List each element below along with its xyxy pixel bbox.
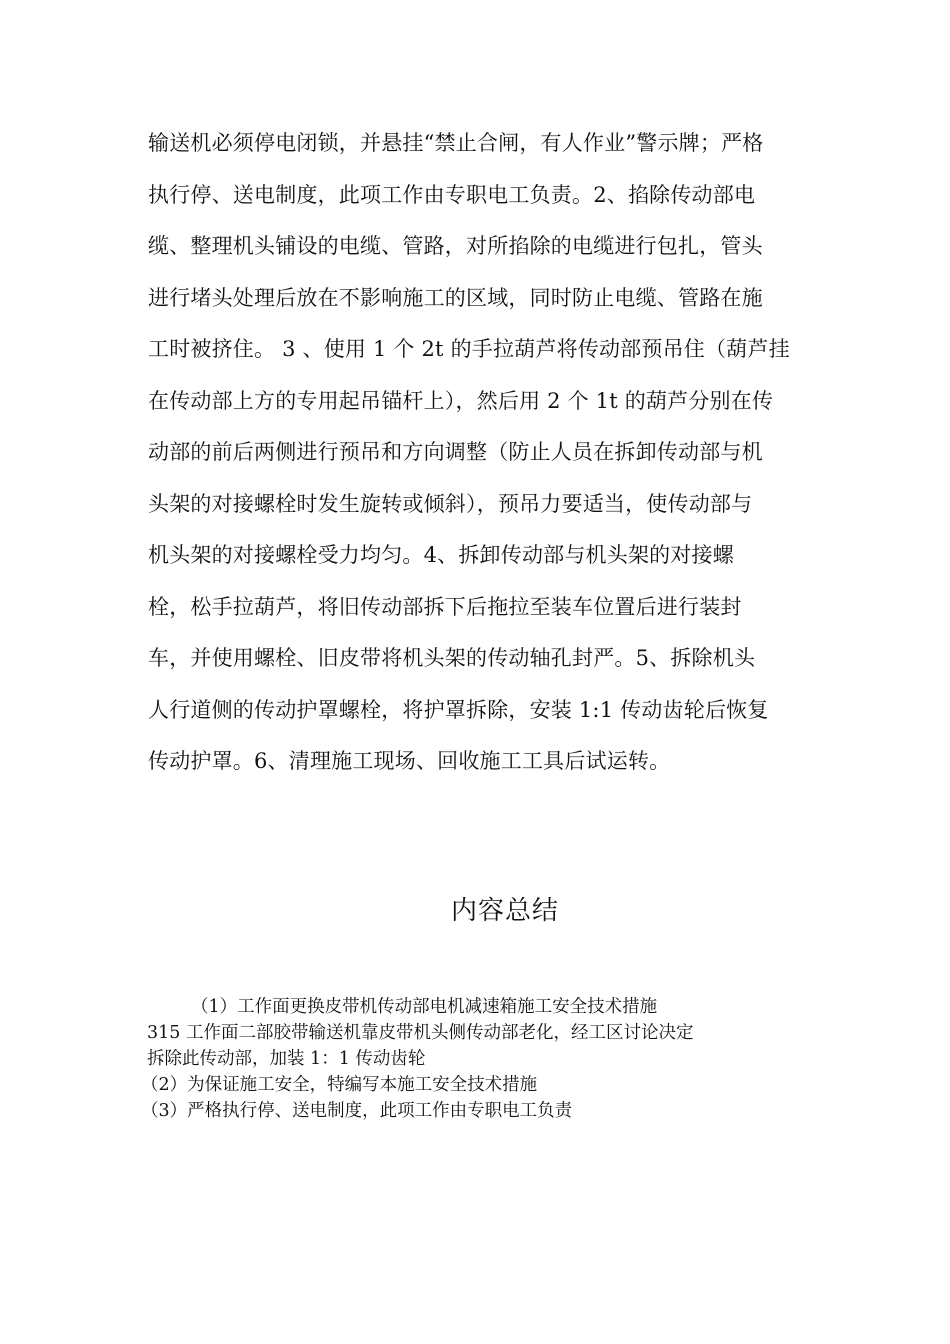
body-line: 在传动部上方的专用起吊锚杆上），然后用 2 个 1t 的葫芦分别在传	[148, 388, 774, 413]
body-line: 栓，松手拉葫芦，将旧传动部拆下后拖拉至装车位置后进行装封	[148, 594, 742, 619]
summary-item: （3）严格执行停、送电制度，此项工作由专职电工负责	[141, 1101, 573, 1121]
body-text	[148, 118, 808, 788]
summary-item: （1）工作面更换皮带机传动部电机减速箱施工安全技术措施	[191, 997, 658, 1017]
summary-heading: 内容总结	[450, 896, 559, 926]
body-line: 进行堵头处理后放在不影响施工的区域，同时防止电缆、管路在施	[148, 285, 763, 310]
summary-section	[141, 994, 807, 1124]
body-line: 缆、整理机头铺设的电缆、管路，对所掐除的电缆进行包扎，管头	[148, 234, 763, 258]
body-line: 执行停、送电制度，此项工作由专职电工负责。2、掐除传动部电	[148, 182, 756, 207]
body-line: 传动护罩。6、清理施工现场、回收施工工具后试运转。	[148, 749, 671, 773]
body-line: 输送机必须停电闭锁，并悬挂“禁止合闸，有人作业”警示牌；严格	[148, 131, 764, 155]
body-line: 人行道侧的传动护罩螺栓，将护罩拆除，安装 1:1 传动齿轮后恢复	[148, 697, 769, 722]
summary-item: （2）为保证施工安全，特编写本施工安全技术措施	[141, 1075, 538, 1095]
summary-item: 拆除此传动部，加装 1：1 传动齿轮	[147, 1049, 426, 1069]
body-line: 机头架的对接螺栓受力均匀。4、拆卸传动部与机头架的对接螺	[148, 543, 734, 567]
body-line: 车，并使用螺栓、旧皮带将机头架的传动轴孔封严。5、拆除机头	[148, 646, 756, 670]
body-line: 工时被挤住。 3 、使用 1 个 2t 的手拉葫芦将传动部预吊住（葫芦挂	[148, 337, 790, 361]
summary-item: 315 工作面二部胶带输送机靠皮带机头侧传动部老化，经工区讨论决定	[147, 1023, 694, 1043]
body-line: 动部的前后两侧进行预吊和方向调整（防止人员在拆卸传动部与机	[148, 440, 763, 464]
body-line: 头架的对接螺栓时发生旋转或倾斜），预吊力要适当，使传动部与	[148, 491, 753, 516]
